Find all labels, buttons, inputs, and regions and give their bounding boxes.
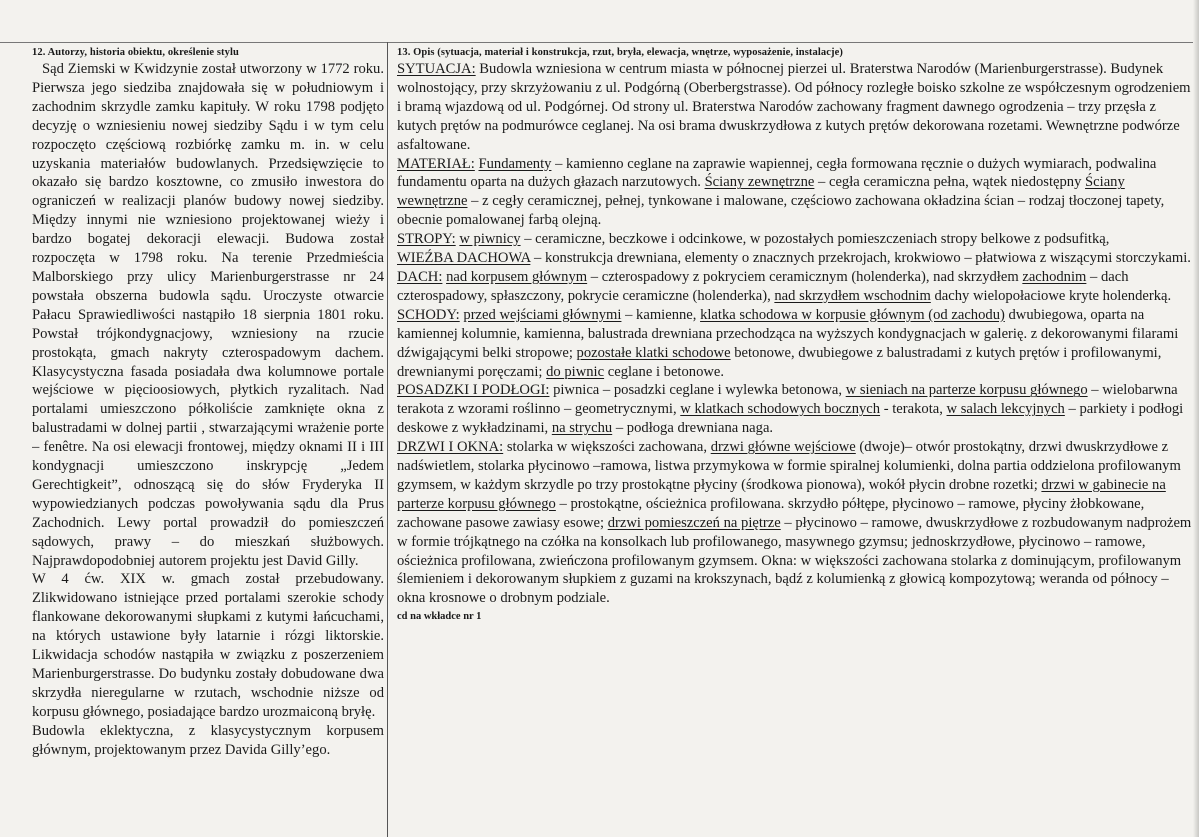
sytuacja-label: SYTUACJA:	[397, 61, 476, 77]
section-dach	[397, 268, 1192, 306]
dach-sub-1: nad korpusem głównym	[446, 268, 588, 285]
schody-sub-2: klatka schodowa w korpusie głównym (od zachodu)	[700, 306, 1005, 323]
right-body	[397, 60, 1192, 608]
posadzki-sub-1: w sieniach na parterze korpusu głównego	[845, 382, 1088, 399]
drzwi-sub-2: drzwi w gabinecie na parterze korpusu głównego	[397, 476, 1166, 512]
section-schody	[397, 306, 1192, 382]
section-sytuacja	[397, 60, 1192, 155]
posadzki-sub-3: w salach lekcyjnych	[946, 401, 1065, 418]
dach-sub-3: nad skrzydłem wschodnim	[774, 287, 931, 304]
posadzki-text-3: - terakota,	[880, 401, 947, 418]
drzwi-text-1: stolarka w większości zachowana,	[503, 439, 711, 456]
left-column	[32, 46, 384, 760]
right-column	[397, 46, 1192, 624]
sciany-zewn-text: – cegła ceramiczna pełna, wątek niedostępny	[814, 174, 1086, 191]
stropy-text: – ceramiczne, beczkowe i odcinkowe, w pozostałych pomieszczeniach stropy belkowe z podsufitką,	[520, 231, 1110, 248]
posadzki-text-5: – podłoga drewniana naga.	[612, 420, 774, 437]
stropy-label: STROPY:	[397, 231, 456, 248]
top-rule	[0, 42, 1199, 43]
section-wiezba	[397, 249, 1192, 268]
posadzki-text-1: piwnica – posadzki ceglane i wylewka betonowa,	[549, 382, 846, 399]
material-label: MATERIAŁ:	[397, 155, 475, 172]
wiezba-text: – konstrukcja drewniana, elementy o znacznych przekrojach, krokwiowo – płatwiowa z wiszącymi storczykami.	[530, 250, 1191, 267]
posadzki-sub-4: na strychu	[551, 420, 613, 437]
drzwi-label: DRZWI I OKNA:	[397, 439, 504, 456]
right-heading: 13. Opis (sytuacja, materiał i konstrukcja, rzut, bryła, elewacja, wnętrze, wyposażenie, instalacje)	[397, 47, 843, 58]
section-stropy	[397, 230, 1192, 249]
drzwi-text-2: (dwoje)– otwór prostokątny, drzwi dwuskrzydłowe z nadświetlem, stolarka płycinowo –ramowa, listwa przymykowa w formie spiralnej kolumienki, dolna partia oddzielona profilowanym gzymsem, w każdym skrzydle po trzy prostokątne płyciny (środkowa pionowa), wokół płycin drobne rozetki;	[397, 439, 1181, 493]
dach-text-3: dachy wielopołaciowe kryte holenderką.	[930, 287, 1172, 304]
dach-sub-2: zachodnim	[1022, 268, 1087, 285]
schody-sub-1: przed wejściami głównymi	[463, 306, 622, 323]
schody-label: SCHODY:	[397, 306, 460, 323]
schody-text-2: dwubiegowa, oparta na kamiennej kolumnie, kamienna, balustrada drewniana przechodząca na wyższych kondygnacjach w galerię. z dekorowanymi filarami dźwigającymi belki stropowe;	[397, 306, 1179, 361]
schody-sub-4: do piwnic	[546, 363, 605, 380]
drzwi-sub-3: drzwi pomieszczeń na piętrze	[607, 514, 781, 531]
section-posadzki	[397, 381, 1192, 438]
posadzki-text-4: – parkiety i podłogi deskowe z wykładzinami,	[397, 401, 1184, 437]
section-material	[397, 155, 1192, 231]
section-drzwi	[397, 438, 1192, 608]
sciany-wewn-label: Ściany wewnętrzne	[397, 174, 1125, 210]
fundamenty-label: Fundamenty	[478, 155, 552, 172]
schody-sub-3: pozostałe klatki schodowe	[576, 344, 731, 361]
posadzki-text-2: – wielobarwna terakota z wzorami roślinno – geometrycznymi,	[397, 382, 1178, 418]
page-edge-shadow	[1193, 0, 1199, 837]
continuation-note: cd na wkładce nr 1	[397, 611, 482, 623]
schody-text-4: ceglane i betonowe.	[604, 363, 725, 380]
sciany-wewn-text: – z cegły ceramicznej, pełnej, tynkowane i malowane, częściowo zachowana okładzina ścian – rodzaj tłoczonej tapety, obecnie pomalowanej farbą olejną.	[397, 193, 1165, 229]
dach-label: DACH:	[397, 268, 443, 285]
wiezba-label: WIEŹBA DACHOWA	[397, 250, 531, 267]
history-paragraph-2: W 4 ćw. XIX w. gmach został przebudowany. Zlikwidowano istniejące przed portalami szerokie schody flankowane dekorowanymi słupkami z kutymi łańcuchami, na których ustawione były latarnie i rózgi liktorskie. Likwidacja schodów nastąpiła w związku z poszerzeniem Marienburgerstrasse. Do budynku zostały dobudowane dwa skrzydła nieregularne w rzutach, wschodnie niższe od korpusu głównego, posiadające bardzo urozmaiconą bryłę.	[32, 571, 384, 720]
posadzki-label: POSADZKI I PODŁOGI:	[397, 382, 550, 399]
fundamenty-text: – kamienno ceglane na zaprawie wapiennej, cegła formowana ręcznie o dużych wymiarach, podwalina fundamentu oparta na dużych głazach narzutowych.	[397, 155, 1157, 191]
drzwi-text-4: – płycinowo – ramowe, dwuskrzydłowe z rozbudowanym nadprożem w formie trójkątnego na czółka na konsolkach lub profilowanego, masywnego gzymsu; jednoskrzydłowe, płycinowo – ramowe, ościeżnica profilowana, zwieńczona profilowanym gzymsem. Okna: w większości zachowana stolarka z dominującym, profilowanym ślemieniem i dekorowanym słupkiem z guzami na krokszynach, bądź z kolumienką z głowicą kompozytową; weranda od północy – okna krosnowe o drobnym podziale.	[397, 514, 1192, 607]
left-heading: 12. Autorzy, historia obiektu, określenie stylu	[32, 47, 239, 58]
posadzki-sub-2: w klatkach schodowych bocznych	[680, 401, 881, 418]
dach-text-2: – dach czterospadowy, spłaszczony, pokrycie ceramiczne (holenderka),	[397, 268, 1129, 304]
schody-text-3: betonowe, dwubiegowe z balustradami z kutych prętów i profilowanymi, drewnianymi poręczami;	[397, 344, 1162, 380]
style-paragraph: Budowla eklektyczna, z klasycystycznym korpusem głównym, projektowanym przez Davida Gilly’ego.	[32, 722, 384, 758]
sytuacja-text: Budowla wzniesiona w centrum miasta w północnej pierzei ul. Braterstwa Narodów (Marienburgerstrasse). Budynek wolnostojący, przy skrzyżowaniu z ul. Podgórną (Oberbergstrasse). Od północy rozległe boisko szkolne ze współczesnym ogrodzeniem i bramą wjazdową od ul. Podgórnej. Od strony ul. Braterstwa Narodów zachowany fragment dawnego ogrodzenia – trzy przęsła z kutych prętów na podmurówce ceglanej. Na osi brama dwuskrzydłowa z kutych prętów dekorowana rozetami. Wewnętrzne podwórze asfaltowane.	[397, 61, 1191, 153]
column-divider	[387, 42, 388, 837]
dach-text-1: – czterospadowy z pokryciem ceramicznym (holenderka), nad skrzydłem	[587, 268, 1023, 285]
drzwi-sub-1: drzwi główne wejściowe	[710, 439, 856, 456]
sciany-zewn-label: Ściany zewnętrzne	[704, 174, 815, 191]
schody-text-1: – kamienne,	[621, 306, 701, 323]
stropy-sub-label: w piwnicy	[459, 231, 521, 248]
drzwi-text-3: – prostokątne, ościeżnica profilowana. skrzydło półtępe, płycinowo – ramowe, płyciny żłobkowane, zachowane pasowe zawiasy esowe;	[397, 495, 1145, 531]
left-body	[32, 60, 384, 760]
history-paragraph-1: Sąd Ziemski w Kwidzynie został utworzony w 1772 roku. Pierwsza jego siedziba znajdowała się w południowym i zachodnim skrzydle zamku kapituły. W roku 1798 podjęto decyzję o wzniesieniu nowej siedziby Sądu i w tym celu rozpoczęto częściową rozbiórkę zamku m. in. w celu uzyskania materiałów budowlanych. Przedsięwzięcie to okazało się bardzo kosztowne, co zmusiło inwestora do ograniczeń w realizacji planów budowy nowej siedziby. Między innymi nie wzniesiono projektowanej wieży i bardzo bogatej dekoracji elewacji. Budowa został rozpoczęta w 1798 roku. Na terenie Przedmieścia Malborskiego przy ulicy Marienburgerstrasse nr 24 powstała obszerna budowla sądu. Uroczyste otwarcie Pałacu Sprawiedliwości nastąpiło 18 sierpnia 1801 roku. Powstał trójkondygnacjowy, wzniesiony na rzucie prostokąta, gmach nakryty czterospadowym dachem. Klasycystyczna fasada posiadała dwa kolumnowe portale wejściowe w pięcioosiowych, płytkich ryzalitach. Nad portalami umieszczono półkoliście zamknięte okna z balustradami w dolnej partii , stwarzającymi wrażenie porte – fenêtre. Na osi elewacji frontowej, między oknami II i III kondygnacji umieszczono inskrypcję „Jedem Gerechtigkeit”, odnoszącą się do słów Fryderyka II wypowiedzianych podczas powoływania sądu dla Prus Zachodnich. Lewy portal prowadził do pomieszczeń sądowych, prawy – do mieszkań służbowych. Najprawdopodobniej autorem projektu jest David Gilly.	[32, 61, 384, 569]
